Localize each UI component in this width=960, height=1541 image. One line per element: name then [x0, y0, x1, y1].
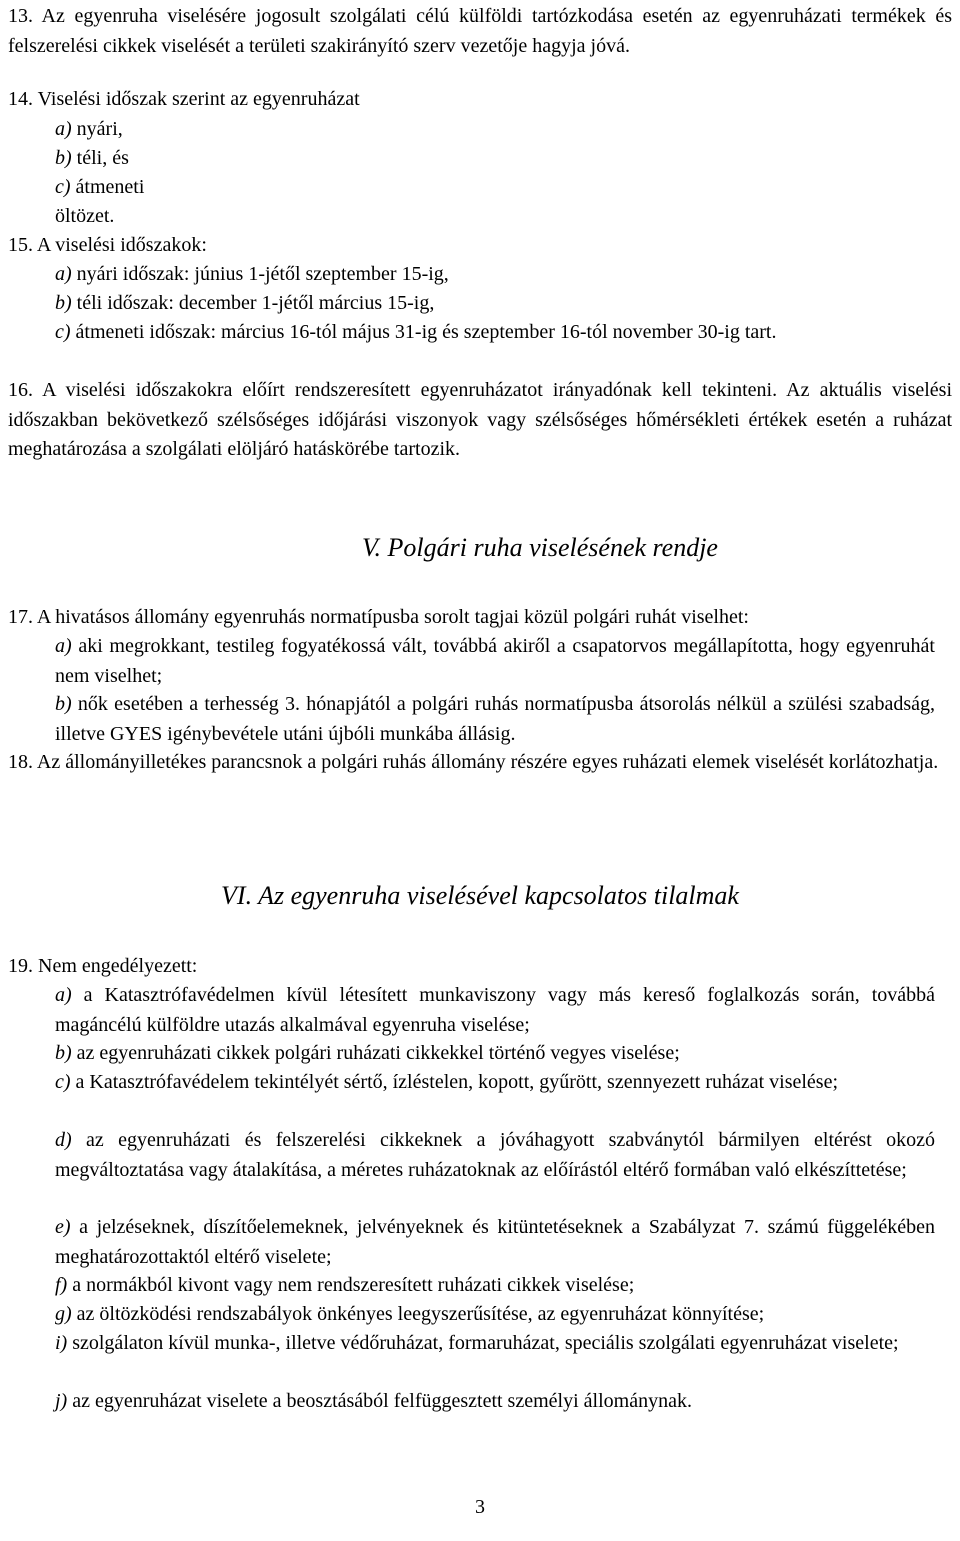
list-item: [55, 1213, 935, 1272]
item-text: nők esetében a terhesség 3. hónapjától a polgári ruhás normatípusba átsorolás nélkül a szülési szabadság, illetve GYES igénybevétele utáni újbóli munkába állásig.: [55, 693, 936, 745]
paragraph-18: [8, 748, 952, 778]
item-text: az egyenruházati és felszerelési cikkeknek a jóváhagyott szabványtól bármilyen eltérést okozó megváltoztatása vagy átalakítása, a méretes ruházatoknak az előírástól eltérő formában való elkészíttetése;: [55, 1129, 936, 1181]
page-number: 3: [475, 1496, 485, 1518]
section-heading-v: V. Polgári ruha viselésének rendje: [362, 533, 718, 562]
item-letter: b): [55, 693, 72, 715]
item-text: átmeneti: [75, 176, 145, 198]
paragraph-text: Az egyenruha viselésére jogosult szolgálati célú külföldi tartózkodása esetén az egyenruházati termékek és felszerelési cikkek viselését a területi szakirányító szerv vezetője hagyja jóvá.: [8, 5, 952, 57]
paragraph-text: Viselési időszak szerint az egyenruházat: [37, 88, 360, 110]
paragraph-number: 17.: [8, 606, 33, 628]
paragraph-text: A viselési időszakok:: [36, 234, 207, 256]
item-letter: i): [55, 1332, 68, 1354]
paragraph-17: [8, 603, 952, 633]
list-item: [55, 260, 935, 290]
paragraph-tail: [55, 202, 935, 232]
item-text: az egyenruházat viselete a beosztásából felfüggesztett személyi állománynak.: [72, 1390, 692, 1412]
list-item: [55, 173, 935, 203]
item-letter: a): [55, 263, 72, 285]
paragraph-number: 15.: [8, 234, 33, 256]
item-letter: j): [55, 1390, 68, 1412]
paragraph-13: [8, 2, 952, 61]
paragraph-text: A hivatásos állomány egyenruhás normatípusba sorolt tagjai közül polgári ruhát viselhet:: [36, 606, 749, 628]
item-text: az egyenruházati cikkek polgári ruházati cikkekkel történő vegyes viselése;: [76, 1042, 680, 1064]
item-text: téli, és: [76, 147, 129, 169]
list-item: [55, 318, 935, 348]
item-text: téli időszak: december 1-jétől március 15-ig,: [76, 292, 435, 314]
list-item: [55, 1329, 935, 1359]
item-text: a normákból kivont vagy nem rendszeresített ruházati cikkek viselése;: [72, 1274, 635, 1296]
list-item: [55, 1126, 935, 1185]
item-letter: c): [55, 176, 71, 198]
list-item: [55, 1068, 935, 1098]
item-text: a Katasztrófavédelem tekintélyét sértő, ízléstelen, kopott, gyűrött, szennyezett ruházat viselése;: [75, 1071, 839, 1093]
paragraph-text: Az állományilletékes parancsnok a polgári ruhás állomány részére egyes ruházati elemek viselését korlátozhatja.: [36, 751, 939, 773]
item-letter: e): [55, 1216, 71, 1238]
item-text: átmeneti időszak: március 16-tól május 31-ig és szeptember 16-tól november 30-ig tart.: [75, 321, 777, 343]
list-item: [55, 1039, 935, 1069]
item-letter: a): [55, 118, 72, 140]
section-heading-vi: VI. Az egyenruha viselésével kapcsolatos tilalmak: [221, 881, 739, 910]
item-letter: g): [55, 1303, 72, 1325]
list-item: [55, 1300, 935, 1330]
item-letter: c): [55, 321, 71, 343]
list-item: [55, 690, 935, 749]
paragraph-number: 13.: [8, 5, 33, 27]
item-letter: a): [55, 984, 72, 1006]
paragraph-number: 14.: [8, 88, 33, 110]
list-item: [55, 115, 935, 145]
item-text: szolgálaton kívül munka-, illetve védőruházat, formaruházat, speciális szolgálati egyenruházat viselete;: [72, 1332, 899, 1354]
item-text: aki megrokkant, testileg fogyatékossá vált, továbbá akiről a csapatorvos megállapította, hogy egyenruhát nem viselhet;: [55, 635, 935, 687]
paragraph-14: [8, 85, 952, 115]
item-letter: b): [55, 1042, 72, 1064]
item-letter: a): [55, 635, 72, 657]
list-item: [55, 632, 935, 691]
paragraph-16: [8, 376, 952, 465]
item-letter: f): [55, 1274, 68, 1296]
item-letter: b): [55, 147, 72, 169]
paragraph-15: [8, 231, 952, 261]
item-letter: d): [55, 1129, 72, 1151]
paragraph-number: 16.: [8, 379, 33, 401]
paragraph-text: A viselési időszakokra előírt rendszeresített egyenruházatot irányadónak kell tekinteni. Az aktuális viselési időszakban bekövetkező szélsőséges időjárási viszonyok vagy szélsőséges hőmérsékleti értékek esetén a ruházat meghatározása a szolgálati elöljáró hatáskörébe tartozik.: [8, 379, 952, 460]
list-item: [55, 289, 935, 319]
list-item: [55, 144, 935, 174]
list-item: [55, 981, 935, 1040]
item-text: nyári,: [76, 118, 123, 140]
tail-text: öltözet.: [55, 205, 115, 227]
paragraph-text: Nem engedélyezett:: [38, 955, 198, 977]
list-item: [55, 1271, 935, 1301]
paragraph-number: 18.: [8, 751, 33, 773]
paragraph-number: 19.: [8, 955, 33, 977]
item-text: nyári időszak: június 1-jétől szeptember 15-ig,: [76, 263, 449, 285]
item-text: a Katasztrófavédelmen kívül létesített munkaviszony vagy más kereső foglalkozás során, továbbá magáncélú külföldre utazás alkalmával egyenruha viselése;: [55, 984, 936, 1036]
paragraph-19: [8, 952, 952, 982]
item-text: a jelzéseknek, díszítőelemeknek, jelvényeknek és kitüntetéseknek a Szabályzat 7. számú függelékében meghatározottaktól eltérő viselete;: [55, 1216, 936, 1268]
item-letter: b): [55, 292, 72, 314]
item-text: az öltözködési rendszabályok önkényes leegyszerűsítése, az egyenruházat könnyítése;: [76, 1303, 765, 1325]
item-letter: c): [55, 1071, 71, 1093]
list-item: [55, 1387, 935, 1417]
